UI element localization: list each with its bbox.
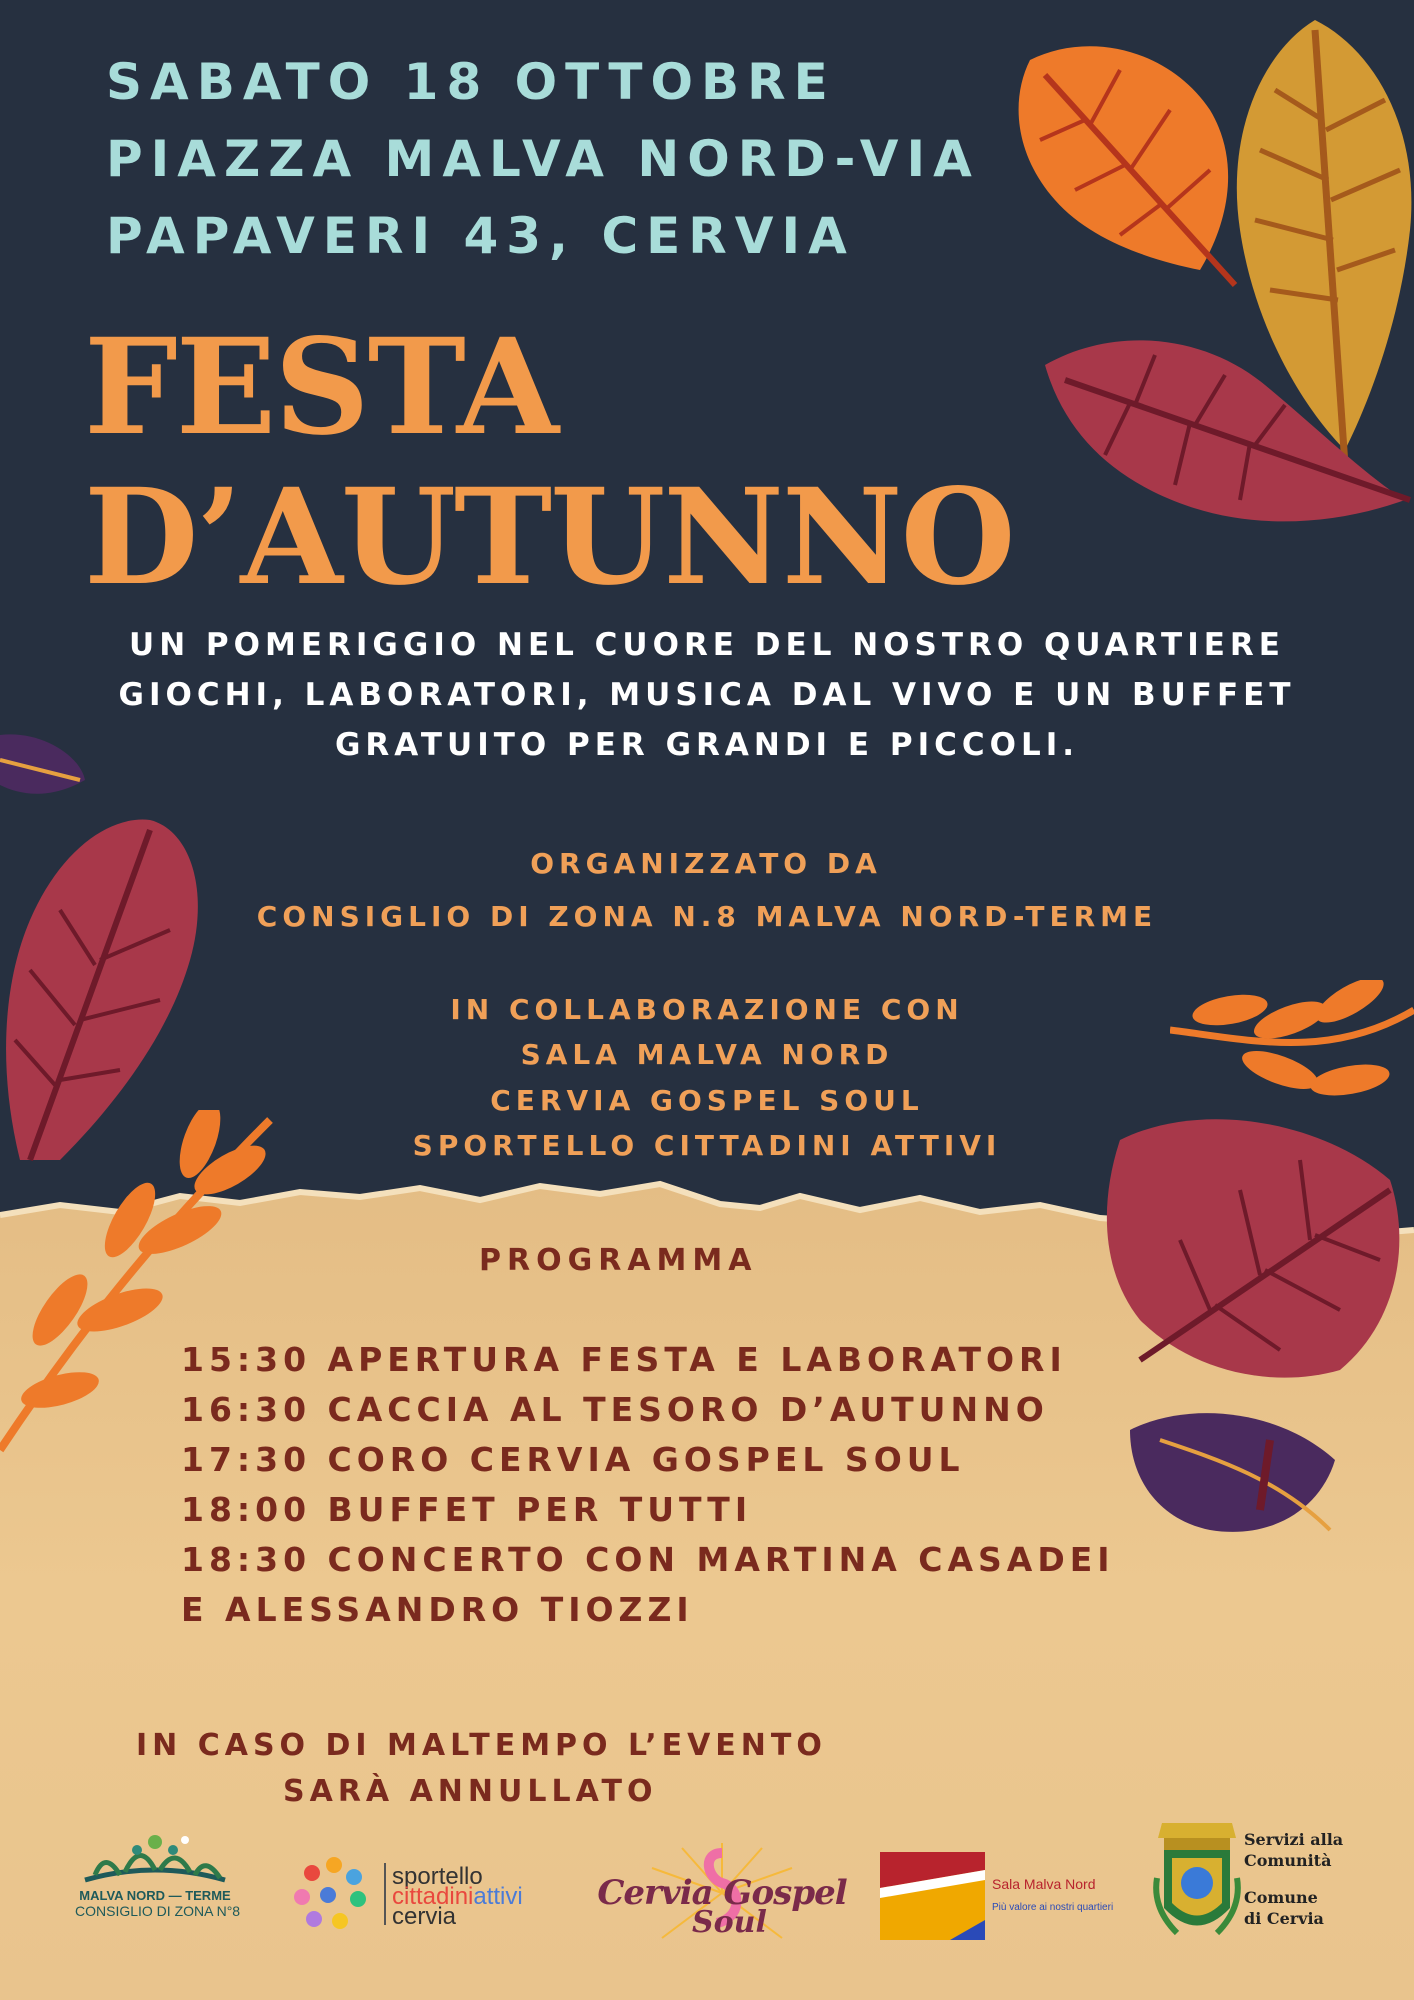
comune-line-3: Comune bbox=[1244, 1888, 1318, 1907]
collaborator-1: SALA MALVA NORD bbox=[520, 1038, 894, 1071]
logo-comune-di-cervia bbox=[1152, 1818, 1372, 1948]
leaf-purple-right-icon bbox=[1120, 1400, 1350, 1550]
program-item: 18:00 BUFFET PER TUTTI bbox=[181, 1490, 753, 1529]
event-title-line-2: D’AUTUNNO bbox=[84, 460, 1014, 615]
organizer-name: CONSIGLIO DI ZONA N.8 MALVA NORD-TERME bbox=[256, 900, 1158, 933]
program-title: PROGRAMMA bbox=[479, 1243, 758, 1278]
logo-cervia-gospel-soul bbox=[592, 1843, 852, 1948]
weather-notice-line-2: SARÀ ANNULLATO bbox=[283, 1774, 658, 1809]
sportello-divider bbox=[384, 1863, 386, 1925]
collaborator-3: SPORTELLO CITTADINI ATTIVI bbox=[412, 1129, 1002, 1162]
sportello-line-3: cervia bbox=[392, 1903, 457, 1930]
logo-sala-malva-nord bbox=[880, 1850, 1130, 1945]
collaboration-label: IN COLLABORAZIONE CON bbox=[450, 993, 964, 1026]
sala-name: Sala Malva Nord bbox=[992, 1876, 1096, 1892]
leaf-red-icon bbox=[1035, 325, 1414, 535]
logo-sportello-cittadini-attivi bbox=[292, 1855, 582, 1935]
program-item: E ALESSANDRO TIOZZI bbox=[181, 1590, 694, 1629]
weather-notice-line-1: IN CASO DI MALTEMPO L’EVENTO bbox=[136, 1728, 827, 1763]
malva-logo-line-1: MALVA NORD — TERME bbox=[79, 1888, 231, 1903]
comune-line-1: Servizi alla bbox=[1244, 1830, 1344, 1849]
cervia-coat-of-arms-icon bbox=[1152, 1818, 1242, 1948]
sportello-cittadini: cittadini bbox=[392, 1883, 474, 1910]
logo-malva-nord bbox=[75, 1830, 241, 1930]
intro-line-1: UN POMERIGGIO NEL CUORE DEL NOSTRO QUARTIERE bbox=[129, 627, 1285, 663]
event-place-line-1: PIAZZA MALVA NORD-VIA bbox=[106, 130, 980, 188]
malva-logo-line-2: CONSIGLIO DI ZONA N°8 bbox=[75, 1903, 241, 1919]
program-item: 15:30 APERTURA FESTA E LABORATORI bbox=[181, 1340, 1067, 1379]
intro-line-2: GIOCHI, LABORATORI, MUSICA DAL VIVO E UN BUFFET bbox=[118, 677, 1296, 713]
sala-flag-icon bbox=[880, 1850, 990, 1945]
program-item: 16:30 CACCIA AL TESORO D’AUTUNNO bbox=[181, 1390, 1049, 1429]
collaborator-2: CERVIA GOSPEL SOUL bbox=[490, 1084, 924, 1117]
sportello-attivi: attivi bbox=[473, 1883, 523, 1910]
leaf-orange-icon bbox=[1000, 30, 1250, 290]
event-title-line-1: FESTA bbox=[84, 310, 558, 465]
colored-dots-icon bbox=[292, 1855, 377, 1940]
gospel-text-1: Cervia Gospel bbox=[597, 1873, 847, 1913]
comune-line-4: di Cervia bbox=[1244, 1909, 1324, 1928]
event-date: SABATO 18 OTTOBRE bbox=[106, 53, 836, 111]
comune-line-2: Comunità bbox=[1244, 1851, 1332, 1870]
organized-by-label: ORGANIZZATO DA bbox=[530, 847, 882, 880]
sportello-line-1: sportello bbox=[392, 1863, 483, 1890]
gospel-text-2: Soul bbox=[692, 1905, 767, 1940]
program-item: 18:30 CONCERTO CON MARTINA CASADEI bbox=[181, 1540, 1115, 1579]
program-item: 17:30 CORO CERVIA GOSPEL SOUL bbox=[181, 1440, 965, 1479]
event-place-line-2: PAPAVERI 43, CERVIA bbox=[106, 207, 855, 265]
intro-line-3: GRATUITO PER GRANDI E PICCOLI. bbox=[334, 727, 1080, 763]
malva-plant-icon bbox=[75, 1830, 235, 1888]
sala-tagline: Più valore ai nostri quartieri bbox=[992, 1902, 1114, 1913]
